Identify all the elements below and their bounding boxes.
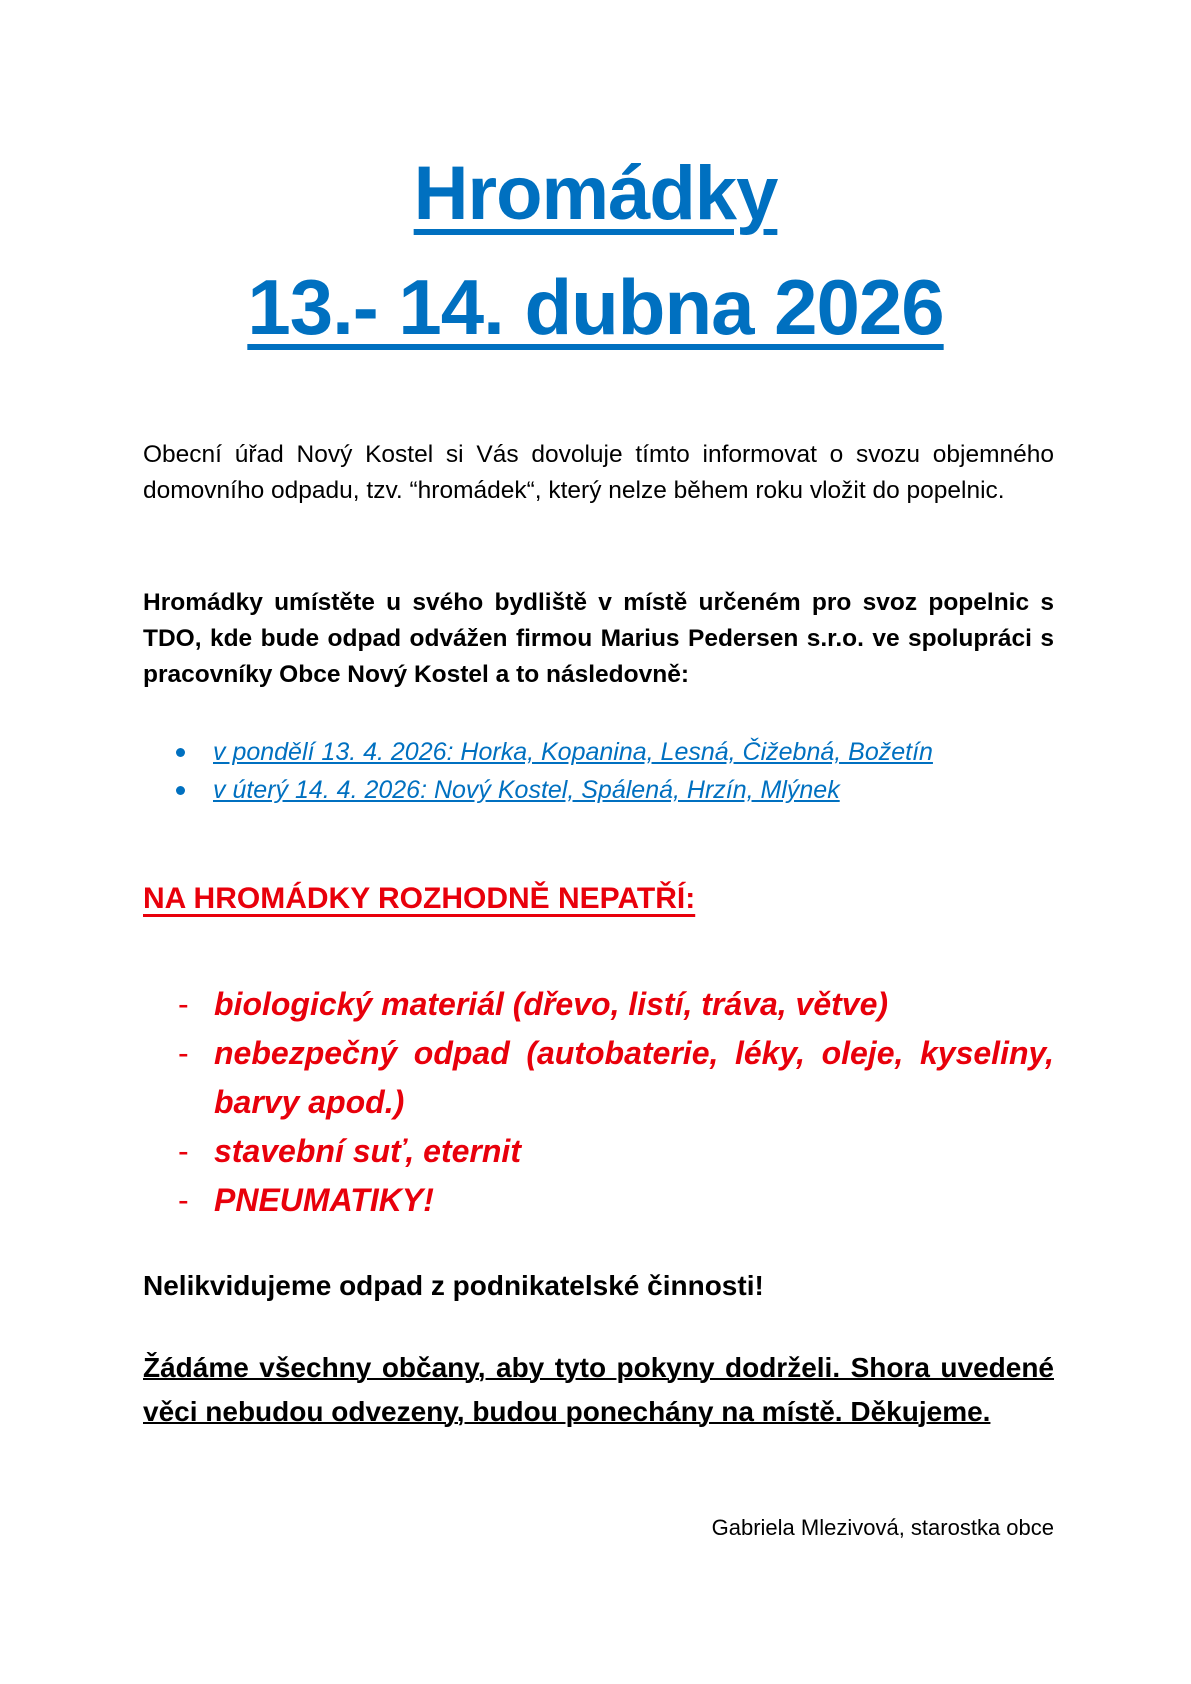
instructions-paragraph: Hromádky umístěte u svého bydliště v místě určeném pro svoz popelnic s TDO, kde bude odpad odvážen firmou Marius Pedersen s.r.o. ve spolupráci s pracovníky Obce Nový Kostel a to následovně: <box>143 589 1054 688</box>
item-text: biologický materiál (dřevo, listí, tráva, větve) <box>214 986 889 1022</box>
signature: Gabriela Mlezivová, starostka obce <box>711 1515 1054 1540</box>
dash-marker: - <box>178 1133 189 1169</box>
prohibited-item <box>178 1127 1054 1176</box>
business-waste-note: Nelikvidujeme odpad z podnikatelské činnosti! <box>143 1270 764 1301</box>
item-text: PNEUMATIKY! <box>214 1182 434 1218</box>
schedule-item-tuesday <box>178 772 840 808</box>
item-text: stavební suť, eternit <box>214 1133 521 1169</box>
prohibited-item <box>178 1029 1054 1127</box>
warning-heading: NA HROMÁDKY ROZHODNĚ NEPATŘÍ: <box>143 882 696 915</box>
item-text: nebezpečný odpad (autobaterie, léky, oleje, kyseliny, barvy apod.) <box>214 1035 1054 1120</box>
intro-paragraph: Obecní úřad Nový Kostel si Vás dovoluje tímto informovat o svozu objemného domovního odpadu, tzv. “hromádek“, který nelze během roku vložit do popelnic. <box>143 441 1054 504</box>
schedule-item-monday <box>178 734 933 770</box>
document-date <box>0 262 1191 353</box>
dash-marker: - <box>178 986 189 1022</box>
compliance-request: Žádáme všechny občany, aby tyto pokyny dodrželi. Shora uvedené věci nebudou odvezeny, budou ponechány na místě. Děkujeme. <box>143 1352 1054 1427</box>
schedule-text: v pondělí 13. 4. 2026: Horka, Kopanina, Lesná, Čižebná, Božetín <box>213 738 933 766</box>
date-text: 13.- 14. dubna 2026 <box>247 263 944 351</box>
title-text: Hromádky <box>413 151 778 236</box>
dash-marker: - <box>178 1182 189 1218</box>
prohibited-item <box>178 1176 1054 1225</box>
dash-marker: - <box>178 1035 189 1071</box>
schedule-text: v úterý 14. 4. 2026: Nový Kostel, Spálená, Hrzín, Mlýnek <box>213 776 840 804</box>
document-title <box>0 150 1191 237</box>
prohibited-item <box>178 980 1054 1029</box>
bullet-icon <box>176 786 185 795</box>
bullet-icon <box>176 748 185 757</box>
